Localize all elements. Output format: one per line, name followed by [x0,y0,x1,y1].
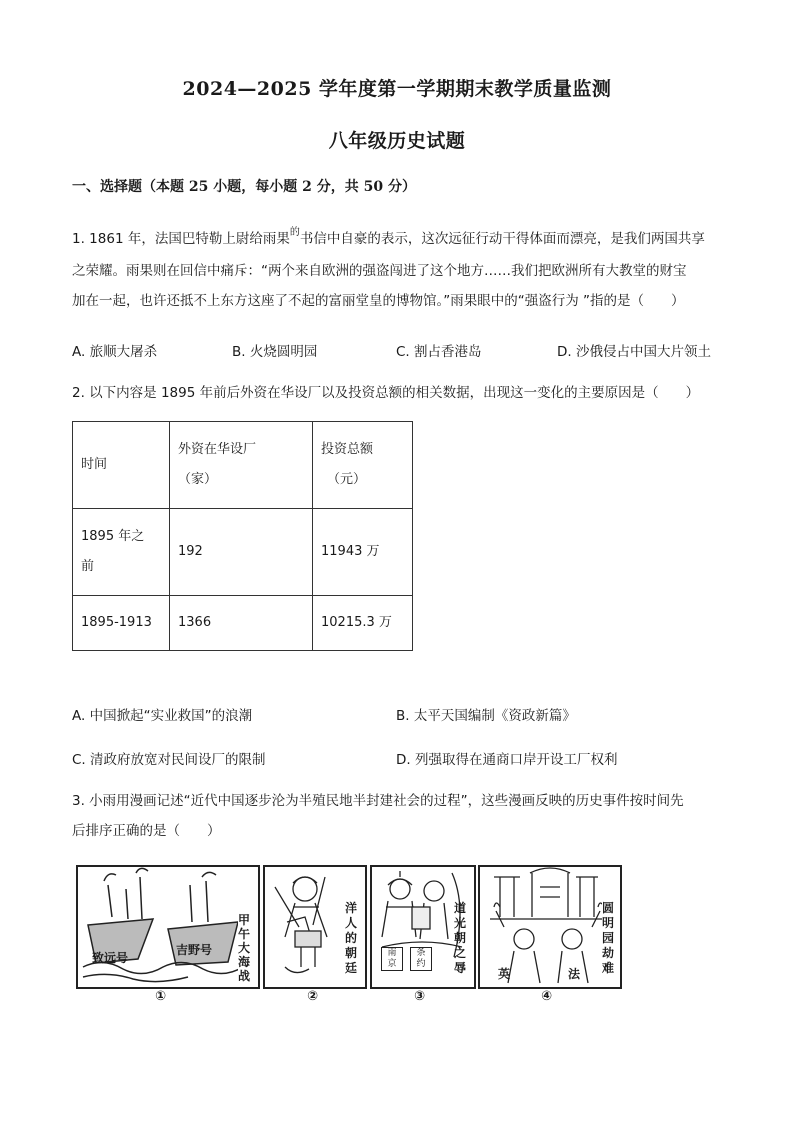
cartoon-4-number: ④ [541,989,553,1004]
cartoon-puppet-court [263,865,367,989]
q1-option-c[interactable]: C. 割占香港岛 [396,344,482,360]
cartoon-1-number: ① [155,989,167,1004]
cartoon-2-number: ② [307,989,319,1004]
cartoon-summer-palace [478,865,622,989]
header-time: 时间 [73,422,170,509]
table-row [73,596,413,651]
q1-option-b[interactable]: B. 火烧圆明园 [232,344,318,360]
ship-label-yoshino: 吉野号 [176,943,213,957]
q2-option-a[interactable]: A. 中国掀起“实业救国”的浪潮 [72,708,253,724]
cell-time: 1895-1913 [73,596,170,651]
investment-table [72,421,413,651]
england-label: 英 [498,967,511,981]
cell-investment: 10215.3 万 [313,596,413,651]
header-factories: 外资在华设厂 （家） [170,422,313,509]
question-3 [72,786,732,846]
table-row [73,509,413,596]
cell-investment: 11943 万 [313,509,413,596]
cartoon-treaty-nanjing [370,865,476,989]
q1-option-a[interactable]: A. 旅顺大屠杀 [72,344,158,360]
cell-factories: 1366 [170,596,313,651]
nanjing-document: 南 京 [381,947,403,971]
cartoon-1-caption: 甲 午 大 海 战 [238,913,254,983]
cartoon-3-number: ③ [414,989,426,1004]
question-1 [72,224,732,316]
cartoon-3-caption: 道 光 朝 之 辱 [454,901,467,975]
header-investment: 投资总额 （元） [313,422,413,509]
q1-line-2: 之荣耀。雨果则在回信中痛斥：“两个来自欧洲的强盗闯进了这个地方……我们把欧洲所有大教堂的财宝 [72,263,687,279]
naval-battle-illustration [78,867,258,987]
q3-line-1: 3. 小雨用漫画记述“近代中国逐步沦为半殖民地半封建社会的过程”，这些漫画反映的历史事件按时间先 [72,793,684,809]
q1-line-3: 加在一起，也许还抵不上东方这座了不起的富丽堂皇的博物馆。”雨果眼中的“强盗行为 ”指的是（ ） [72,293,685,309]
q2-option-d[interactable]: D. 列强取得在通商口岸开设工厂权利 [396,752,618,768]
q2-stem: 2. 以下内容是 1895 年前后外资在华设厂以及投资总额的相关数据，出现这一变化的主要原因是（ ） [72,385,700,401]
exam-title: 2024—2025 学年度第一学期期末教学质量监测 [182,78,612,100]
cartoon-2-caption: 洋 人 的 朝 廷 [345,901,358,975]
exam-subtitle: 八年级历史试题 [328,130,466,152]
q1-line-1: 1. 1861 年，法国巴特勒上尉给雨果$^的$书信中自豪的表示，这次远征行动干得体面而漂亮，是我们两国共享 [72,227,705,247]
q1-option-d[interactable]: D. 沙俄侵占中国大片领土 [557,344,711,360]
section-heading: 一、选择题（本题 25 小题，每小题 2 分，共 50 分） [72,179,416,195]
ship-label-zhiyuan: 致远号 [92,951,129,965]
cell-factories: 192 [170,509,313,596]
q2-option-c[interactable]: C. 清政府放宽对民间设厂的限制 [72,752,266,768]
france-label: 法 [568,967,581,981]
table-header-row [73,422,413,509]
q2-option-b[interactable]: B. 太平天国编制《资政新篇》 [396,708,576,724]
cell-time: 1895 年之 前 [73,509,170,596]
q3-line-2: 后排序正确的是（ ） [72,823,221,839]
cartoon-sino-japanese-war [76,865,260,989]
treaty-document: 条 约 [410,947,432,971]
cartoon-4-caption: 圆 明 园 劫 难 [602,901,618,976]
